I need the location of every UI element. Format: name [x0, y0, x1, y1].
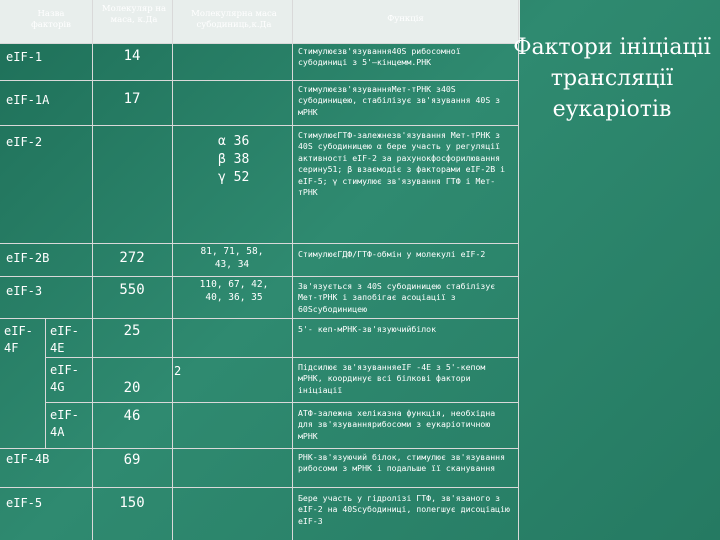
row-divider	[45, 357, 519, 358]
factor-mass: 17	[123, 91, 141, 107]
row-divider	[0, 276, 519, 277]
factor-mass: 14	[123, 48, 141, 64]
col-divider	[292, 0, 293, 540]
factor-name: eIF-4A	[50, 408, 79, 439]
col-divider	[172, 0, 173, 540]
factor-function: РНК-зв'язуючий білок, стимулює зв'язування рибосоми з мРНК і подальше її сканування	[298, 452, 506, 474]
factor-name: eIF-1A	[6, 93, 50, 107]
factor-function: СтимулюєГДФ/ГТФ-обмін у молекулі eIF-2	[298, 249, 486, 259]
factor-function: 5'- кеп-мРНК-зв'язуючийбілок	[298, 324, 437, 334]
factor-mass: 20	[123, 380, 141, 396]
factor-name: eIF-4B	[6, 452, 50, 466]
row-divider	[0, 448, 519, 449]
subunit-beta: β 38	[218, 152, 250, 167]
row-divider	[0, 43, 519, 44]
row-divider	[0, 487, 519, 488]
factor-function: Бере участь у гідролізі ГТФ, зв'язаного з eIF-2 на 40Sсубодиниці, полегшує дисоціацію eIF-3	[298, 493, 510, 526]
factor-name: eIF-3	[6, 284, 43, 298]
factor-mass: 272	[119, 250, 145, 266]
factor-name: eIF-1	[6, 50, 43, 64]
factor-name: eIF-2	[6, 135, 43, 149]
subunit-gamma: γ 52	[218, 170, 250, 185]
slide-title: Фактори ініціації трансляції еукаріотів	[513, 35, 711, 122]
row-divider	[0, 318, 519, 319]
row-divider	[45, 402, 519, 403]
header-function: Функція	[387, 14, 424, 24]
factor-function: Зв'язується з 40S субодиницею стабілізує Мет-тРНК і запобігає асоціації з 60Sсубодиницею	[298, 281, 496, 314]
factor-mass: 550	[119, 282, 145, 298]
header-name: Назва факторів	[31, 9, 71, 30]
col-divider	[45, 318, 46, 448]
stray-mark: 2	[174, 364, 182, 378]
factor-mass: 150	[119, 495, 145, 511]
factor-name: eIF-4G	[50, 363, 79, 394]
row-divider	[0, 243, 519, 244]
subunit-masses: 81, 71, 58, 43, 34	[200, 246, 264, 270]
factor-name: eIF-4F	[4, 324, 33, 355]
factor-name: eIF-5	[6, 496, 43, 510]
factor-name: eIF-4E	[50, 324, 79, 355]
factor-mass: 46	[123, 408, 141, 424]
factor-function: Стимулюєзв'язуванняМет-тРНК з40S субодиницею, стабілізує зв'язування 40S з мРНК	[298, 84, 501, 117]
row-divider	[0, 125, 519, 126]
factor-function: АТФ-залежна хеліказна функція, необхідна для зв'язуваннярибосоми з еукаріотичною мРНК	[298, 408, 496, 441]
header-subunit-mass: Молекулярна маса субодиниць,к.Да	[191, 9, 277, 30]
factor-function: Підсилює зв'язуванняeIF -4E з 5'-кепом мРНК, координує всі білкові фактори ініціації	[298, 362, 486, 395]
header-mass: Молекуляр на маса, к.Да	[101, 4, 167, 25]
factor-function: СтимулюєГТФ-залежнезв'язування Мет-тРНК з 40S субодиницею α бере участь у регуляції активності eIF-2 за рахунокфосфорилювання серину51; β взаємодіє з факторами eIF-2B і eIF-5; γ стимулює зв'язування ГТФ і Мет-тРНК	[298, 130, 506, 198]
subunit-masses: 110, 67, 42, 40, 36, 35	[199, 279, 269, 303]
factor-mass: 69	[123, 452, 141, 468]
factor-function: Стимулюєзв'язування40S рибосомної субодиниці з 5'–кінцемм.РНК	[298, 46, 461, 68]
row-divider	[0, 80, 519, 81]
subunit-alpha: α 36	[218, 134, 250, 149]
factor-mass: 25	[123, 323, 141, 339]
factor-name: eIF-2B	[6, 251, 50, 265]
